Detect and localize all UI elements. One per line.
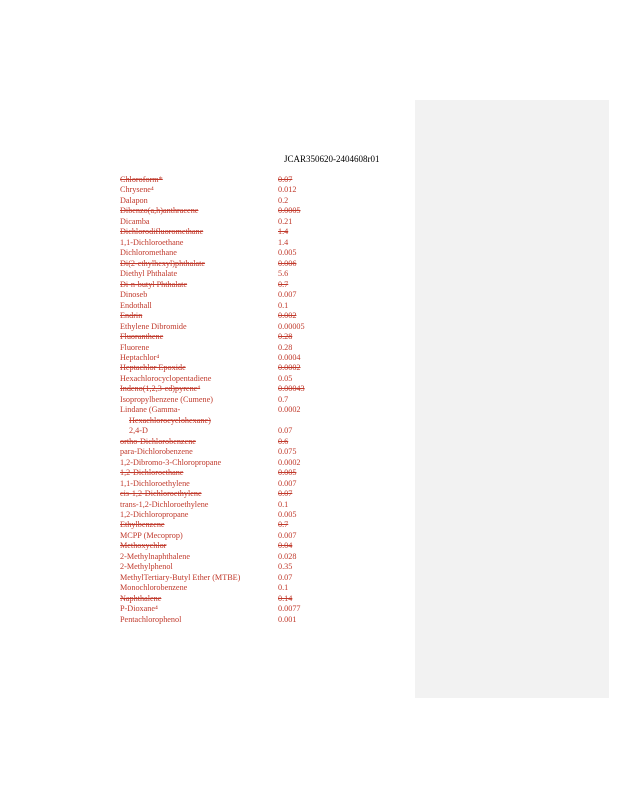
table-row [120, 447, 305, 457]
constituent-name: Dibenzo(a,h)anthracene [120, 206, 199, 216]
table-row [120, 301, 305, 311]
constituent-value: 5.6 [278, 269, 289, 279]
table-row [120, 500, 305, 510]
table-row [120, 615, 305, 625]
constituent-name: Chloroform* [120, 175, 163, 184]
constituent-name: Heptachlor⁴ [120, 352, 160, 362]
constituent-name: Dinoseb [120, 290, 148, 300]
table-row [120, 290, 305, 300]
constituent-value: 0.0002 [278, 405, 301, 415]
constituent-name: para-Dichlorobenzene [120, 447, 193, 457]
table-row [120, 604, 305, 614]
constituent-name: Ethylene Dibromide [120, 321, 187, 331]
constituent-name: Diethyl Phthalate [120, 269, 178, 279]
constituent-value: 0.07 [278, 489, 293, 499]
table-row [120, 322, 305, 332]
table-row [120, 489, 305, 499]
constituent-name: 2-Methylphenol [120, 562, 173, 572]
constituent-value: 0.7 [278, 279, 289, 289]
constituent-value: 0.006 [278, 258, 297, 268]
constituent-name: Naphthalene [120, 593, 162, 603]
constituent-value: 0.6 [278, 436, 289, 446]
table-row [120, 594, 305, 604]
constituent-value: 0.028 [278, 551, 297, 561]
constituent-value: 0.7 [278, 520, 289, 530]
table-row [120, 384, 305, 394]
table-row [120, 248, 305, 258]
constituent-name: MethylTertiary-Butyl Ether (MTBE) [120, 572, 241, 582]
constituent-value: 0.00043 [278, 384, 305, 394]
constituent-name: cis-1,2-Dichloroethylene [120, 489, 202, 499]
constituent-value: 0.05 [278, 373, 293, 383]
constituent-name: Isopropylbenzene (Cumene) [120, 394, 213, 404]
constituent-value: 0.0002 [278, 457, 301, 467]
constituent-name: Dicamba [120, 216, 150, 226]
constituent-value: 0.21 [278, 216, 293, 226]
constituent-name: Endothall [120, 300, 152, 310]
constituent-name: Methoxychlor [120, 541, 167, 551]
table-row [120, 426, 305, 436]
constituent-value: 0.0002 [278, 363, 301, 373]
constituent-value: 0.075 [278, 447, 297, 457]
constituent-value: 0.14 [278, 593, 293, 603]
table-row [120, 573, 305, 583]
table-row [120, 238, 305, 248]
constituent-name: Heptachlor Epoxide [120, 363, 186, 373]
constituent-name: Di-n-butyl Phthalate [120, 279, 188, 289]
table-row [120, 541, 305, 551]
table-row [120, 531, 305, 541]
table-row [120, 395, 305, 405]
constituent-name: 2,4-D [129, 426, 148, 436]
constituent-value: 0.007 [278, 530, 297, 540]
table-row [120, 217, 305, 227]
constituent-name: Hexachlorocyclopentadiene [120, 373, 212, 383]
constituent-value: 1.4 [278, 237, 289, 247]
constituent-value: 0.005 [278, 468, 297, 478]
constituent-value: 0.007 [278, 478, 297, 488]
constituent-value: 0.28 [278, 342, 293, 352]
constituent-name: P-Dioxane⁴ [120, 604, 158, 614]
constituent-name: Fluoranthene [120, 332, 164, 342]
table-row [120, 583, 305, 593]
constituent-name: trans-1,2-Dichloroethylene [120, 499, 209, 509]
constituent-name: 1,2-Dibromo-3-Chloropropane [120, 457, 222, 467]
constituent-value: 0.1 [278, 499, 289, 509]
constituent-name: Endrin [120, 311, 143, 321]
table-row [120, 185, 305, 195]
constituent-table [120, 175, 305, 625]
table-row [120, 405, 305, 415]
constituent-value: 0.012 [278, 185, 297, 195]
table-row [120, 332, 305, 342]
table-row [120, 343, 305, 353]
constituent-value: 0.005 [278, 510, 297, 519]
constituent-name: Lindane (Gamma- [120, 405, 181, 415]
constituent-name: 2-Methylnaphthalene [120, 551, 191, 561]
table-row [120, 437, 305, 447]
document-id-header: JCAR350620-2404608r01 [284, 154, 380, 164]
table-row [120, 311, 305, 321]
table-row [120, 363, 305, 373]
constituent-name: Dichlorodifluoromethane [120, 227, 204, 237]
constituent-name: Monochlorobenzene [120, 583, 188, 593]
table-row [120, 280, 305, 290]
constituent-value: 0.002 [278, 311, 297, 321]
constituent-value: 1.4 [278, 227, 289, 237]
constituent-name: 1,1-Dichloroethylene [120, 478, 190, 488]
constituent-name: Pentachlorophenol [120, 614, 182, 624]
constituent-value: 0.28 [278, 332, 293, 342]
constituent-value: 0.2 [278, 195, 289, 205]
constituent-name: Hexachlorocyclohexane) [129, 415, 211, 425]
table-row [120, 479, 305, 489]
table-row [120, 416, 305, 426]
table-row [120, 458, 305, 468]
table-row [120, 206, 305, 216]
constituent-value: 0.04 [278, 541, 293, 551]
constituent-name: ortho-Dichlorobenzene [120, 436, 196, 446]
constituent-name: MCPP (Mecoprop) [120, 530, 183, 540]
constituent-name: 1,1-Dichloroethane [120, 237, 184, 247]
constituent-name: Indeno(1,2,3-cd)pyrene⁴ [120, 384, 201, 394]
table-row [120, 196, 305, 206]
constituent-name: Chrysene⁴ [120, 185, 154, 195]
table-row [120, 227, 305, 237]
table-row [120, 374, 305, 384]
constituent-value: 0.1 [278, 583, 289, 593]
constituent-value: 0.005 [278, 248, 297, 258]
table-row [120, 562, 305, 572]
constituent-value: 0.0077 [278, 604, 301, 614]
table-row [120, 468, 305, 478]
constituent-name: 1,2-Dichloroethane [120, 468, 184, 478]
table-row [120, 510, 305, 520]
constituent-value: 0.001 [278, 614, 297, 624]
constituent-value: 0.0005 [278, 206, 301, 216]
constituent-value: 0.07 [278, 175, 293, 184]
table-row [120, 353, 305, 363]
constituent-name: Ethylbenzene [120, 520, 165, 530]
constituent-value: 0.07 [278, 572, 293, 582]
constituent-value: 0.007 [278, 290, 297, 300]
constituent-value: 0.00005 [278, 321, 305, 331]
comment-margin-panel [415, 100, 609, 698]
constituent-name: Fluorene [120, 342, 150, 352]
constituent-value: 0.7 [278, 394, 289, 404]
constituent-name: Dichloromethane [120, 248, 177, 258]
table-row [120, 259, 305, 269]
constituent-name: Dalapon [120, 195, 148, 205]
table-row [120, 269, 305, 279]
constituent-value: 0.0004 [278, 352, 301, 362]
constituent-value: 0.35 [278, 562, 293, 572]
table-row [120, 552, 305, 562]
constituent-value: 0.1 [278, 300, 289, 310]
constituent-name: 1,2-Dichloropropane [120, 510, 189, 519]
table-row [120, 520, 305, 530]
table-row [120, 175, 305, 185]
constituent-value: 0.07 [278, 426, 293, 436]
constituent-name: Di(2-ethylhexyl)phthalate [120, 258, 206, 268]
